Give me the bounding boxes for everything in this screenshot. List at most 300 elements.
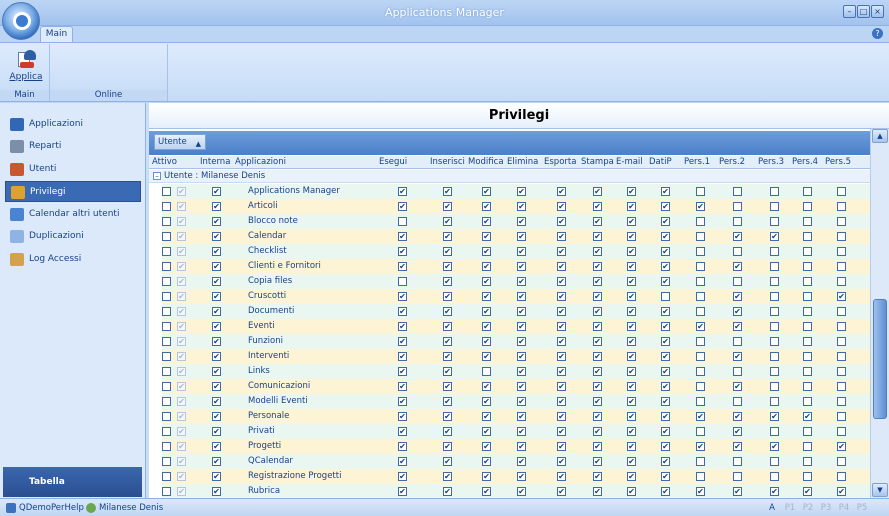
table-row[interactable] xyxy=(162,199,872,214)
privilege-checkbox[interactable] xyxy=(482,367,491,376)
privilege-checkbox[interactable]: ✔ xyxy=(444,307,451,316)
privilege-checkbox[interactable]: ✔ xyxy=(734,487,741,496)
privilege-checkbox[interactable] xyxy=(398,217,407,226)
privilege-checkbox[interactable]: ✔ xyxy=(399,337,406,346)
privilege-checkbox[interactable]: ✔ xyxy=(518,292,525,301)
privilege-checkbox[interactable]: ✔ xyxy=(444,322,451,331)
privilege-checkbox[interactable] xyxy=(770,367,779,376)
privilege-checkbox[interactable]: ✔ xyxy=(399,187,406,196)
privilege-checkbox[interactable]: ✔ xyxy=(213,307,220,316)
privilege-checkbox[interactable] xyxy=(696,352,705,361)
privilege-checkbox[interactable] xyxy=(837,217,846,226)
app-orb-button[interactable] xyxy=(2,2,40,40)
privilege-checkbox[interactable]: ✔ xyxy=(628,202,635,211)
privilege-checkbox[interactable] xyxy=(803,277,812,286)
privilege-checkbox[interactable]: ✔ xyxy=(628,367,635,376)
privilege-checkbox[interactable]: ✔ xyxy=(558,382,565,391)
privilege-checkbox[interactable] xyxy=(733,367,742,376)
privilege-checkbox[interactable]: ✔ xyxy=(483,217,490,226)
privilege-checkbox[interactable]: ✔ xyxy=(518,487,525,496)
table-row[interactable] xyxy=(162,454,872,469)
privilege-checkbox[interactable]: ✔ xyxy=(734,442,741,451)
privilege-checkbox[interactable]: ✔ xyxy=(594,217,601,226)
privilege-checkbox[interactable]: ✔ xyxy=(444,202,451,211)
privilege-checkbox[interactable]: ✔ xyxy=(399,292,406,301)
privilege-checkbox[interactable]: ✔ xyxy=(444,232,451,241)
privilege-checkbox[interactable] xyxy=(696,307,705,316)
table-row[interactable] xyxy=(162,379,872,394)
privilege-checkbox[interactable] xyxy=(162,247,171,256)
privilege-checkbox[interactable]: ✔ xyxy=(399,367,406,376)
privilege-checkbox[interactable]: ✔ xyxy=(662,367,669,376)
privilege-checkbox[interactable] xyxy=(162,382,171,391)
privilege-checkbox[interactable]: ✔ xyxy=(771,487,778,496)
privilege-checkbox[interactable] xyxy=(733,187,742,196)
privilege-checkbox[interactable] xyxy=(770,472,779,481)
privilege-checkbox[interactable]: ✔ xyxy=(662,277,669,286)
privilege-checkbox[interactable] xyxy=(162,292,171,301)
privilege-checkbox[interactable]: ✔ xyxy=(483,487,490,496)
privilege-checkbox[interactable]: ✔ xyxy=(558,277,565,286)
privilege-checkbox[interactable]: ✔ xyxy=(483,427,490,436)
privilege-checkbox[interactable]: ✔ xyxy=(518,187,525,196)
privilege-checkbox[interactable] xyxy=(837,202,846,211)
privilege-checkbox[interactable] xyxy=(770,262,779,271)
privilege-checkbox[interactable]: ✔ xyxy=(399,397,406,406)
privilege-checkbox[interactable]: ✔ xyxy=(628,292,635,301)
table-row[interactable] xyxy=(162,304,872,319)
privilege-checkbox[interactable]: ✔ xyxy=(444,337,451,346)
privilege-checkbox[interactable]: ✔ xyxy=(518,442,525,451)
privilege-checkbox[interactable]: ✔ xyxy=(594,472,601,481)
privilege-checkbox[interactable]: ✔ xyxy=(213,187,220,196)
privilege-checkbox[interactable]: ✔ xyxy=(594,352,601,361)
privilege-checkbox[interactable]: ✔ xyxy=(558,352,565,361)
privilege-checkbox[interactable]: ✔ xyxy=(734,292,741,301)
privilege-checkbox[interactable]: ✔ xyxy=(518,307,525,316)
privilege-checkbox[interactable]: ✔ xyxy=(662,232,669,241)
privilege-checkbox[interactable] xyxy=(770,247,779,256)
privilege-checkbox[interactable] xyxy=(803,352,812,361)
table-row[interactable] xyxy=(162,259,872,274)
table-row[interactable] xyxy=(162,244,872,259)
privilege-checkbox[interactable]: ✔ xyxy=(662,427,669,436)
privilege-checkbox[interactable]: ✔ xyxy=(483,187,490,196)
table-row[interactable] xyxy=(162,289,872,304)
privilege-checkbox[interactable]: ✔ xyxy=(213,232,220,241)
privilege-checkbox[interactable] xyxy=(803,457,812,466)
privilege-checkbox[interactable]: ✔ xyxy=(213,412,220,421)
privilege-checkbox[interactable]: ✔ xyxy=(628,427,635,436)
table-row[interactable] xyxy=(162,424,872,439)
privilege-checkbox[interactable]: ✔ xyxy=(444,457,451,466)
privilege-checkbox[interactable]: ✔ xyxy=(213,247,220,256)
privilege-checkbox[interactable] xyxy=(803,472,812,481)
privilege-checkbox[interactable] xyxy=(162,217,171,226)
privilege-checkbox[interactable]: ✔ xyxy=(734,382,741,391)
privilege-checkbox[interactable] xyxy=(661,292,670,301)
privilege-checkbox[interactable]: ✔ xyxy=(558,397,565,406)
column-header[interactable]: Attivo xyxy=(152,157,177,167)
privilege-checkbox[interactable]: ✔ xyxy=(444,382,451,391)
privilege-checkbox[interactable] xyxy=(770,427,779,436)
sidebar-footer-tabella[interactable]: Tabella xyxy=(3,467,142,497)
privilege-checkbox[interactable] xyxy=(696,232,705,241)
table-row[interactable] xyxy=(162,484,872,498)
privilege-checkbox[interactable] xyxy=(696,337,705,346)
privilege-checkbox[interactable]: ✔ xyxy=(558,187,565,196)
privilege-checkbox[interactable]: ✔ xyxy=(444,487,451,496)
privilege-checkbox[interactable]: ✔ xyxy=(628,472,635,481)
privilege-checkbox[interactable]: ✔ xyxy=(662,412,669,421)
privilege-checkbox[interactable]: ✔ xyxy=(399,232,406,241)
privilege-checkbox[interactable] xyxy=(837,322,846,331)
privilege-checkbox[interactable] xyxy=(770,202,779,211)
privilege-checkbox[interactable] xyxy=(696,457,705,466)
privilege-checkbox[interactable]: ✔ xyxy=(213,367,220,376)
privilege-checkbox[interactable]: ✔ xyxy=(804,412,811,421)
column-header[interactable]: Interna xyxy=(200,157,231,167)
privilege-checkbox[interactable]: ✔ xyxy=(444,247,451,256)
privilege-checkbox[interactable]: ✔ xyxy=(628,217,635,226)
sidebar-item-utenti[interactable] xyxy=(5,159,141,180)
group-row[interactable] xyxy=(149,170,874,183)
privilege-checkbox[interactable]: ✔ xyxy=(594,382,601,391)
privilege-checkbox[interactable]: ✔ xyxy=(399,382,406,391)
privilege-checkbox[interactable]: ✔ xyxy=(628,262,635,271)
privilege-checkbox[interactable]: ✔ xyxy=(662,487,669,496)
privilege-checkbox[interactable] xyxy=(696,427,705,436)
privilege-checkbox[interactable] xyxy=(770,397,779,406)
privilege-checkbox[interactable]: ✔ xyxy=(213,487,220,496)
privilege-checkbox[interactable] xyxy=(837,187,846,196)
privilege-checkbox[interactable]: ✔ xyxy=(518,382,525,391)
privilege-checkbox[interactable]: ✔ xyxy=(444,367,451,376)
privilege-checkbox[interactable]: ✔ xyxy=(628,487,635,496)
privilege-checkbox[interactable]: ✔ xyxy=(399,322,406,331)
privilege-checkbox[interactable]: ✔ xyxy=(558,427,565,436)
privilege-checkbox[interactable]: ✔ xyxy=(444,442,451,451)
privilege-checkbox[interactable]: ✔ xyxy=(662,457,669,466)
privilege-checkbox[interactable]: ✔ xyxy=(628,307,635,316)
privilege-checkbox[interactable]: ✔ xyxy=(771,442,778,451)
privilege-checkbox[interactable]: ✔ xyxy=(483,202,490,211)
privilege-checkbox[interactable]: ✔ xyxy=(483,262,490,271)
privilege-checkbox[interactable]: ✔ xyxy=(444,262,451,271)
sidebar-item-calendar-altri-utenti[interactable] xyxy=(5,204,141,225)
privilege-checkbox[interactable]: ✔ xyxy=(734,322,741,331)
privilege-checkbox[interactable]: ✔ xyxy=(662,307,669,316)
privilege-checkbox[interactable]: ✔ xyxy=(518,217,525,226)
column-header[interactable]: Esegui xyxy=(379,157,408,167)
applica-button[interactable] xyxy=(6,50,46,88)
privilege-checkbox[interactable] xyxy=(162,322,171,331)
privilege-checkbox[interactable]: ✔ xyxy=(483,247,490,256)
privilege-checkbox[interactable] xyxy=(803,337,812,346)
column-header[interactable]: DatiP xyxy=(649,157,672,167)
table-row[interactable] xyxy=(162,364,872,379)
privilege-checkbox[interactable] xyxy=(803,292,812,301)
privilege-checkbox[interactable]: ✔ xyxy=(213,427,220,436)
privilege-checkbox[interactable]: ✔ xyxy=(734,307,741,316)
privilege-checkbox[interactable] xyxy=(733,457,742,466)
privilege-checkbox[interactable] xyxy=(733,217,742,226)
close-button[interactable] xyxy=(871,5,884,18)
privilege-checkbox[interactable] xyxy=(803,202,812,211)
minimize-button[interactable] xyxy=(843,5,856,18)
privilege-checkbox[interactable]: ✔ xyxy=(213,277,220,286)
collapse-icon[interactable]: – xyxy=(153,172,161,180)
privilege-checkbox[interactable]: ✔ xyxy=(594,277,601,286)
privilege-checkbox[interactable]: ✔ xyxy=(662,397,669,406)
privilege-checkbox[interactable] xyxy=(733,472,742,481)
privilege-checkbox[interactable]: ✔ xyxy=(483,397,490,406)
sidebar-item-duplicazioni[interactable] xyxy=(5,226,141,247)
privilege-checkbox[interactable]: ✔ xyxy=(483,472,490,481)
privilege-checkbox[interactable]: ✔ xyxy=(662,472,669,481)
privilege-checkbox[interactable]: ✔ xyxy=(662,382,669,391)
privilege-checkbox[interactable]: ✔ xyxy=(662,337,669,346)
privilege-checkbox[interactable]: ✔ xyxy=(558,307,565,316)
privilege-checkbox[interactable]: ✔ xyxy=(628,187,635,196)
privilege-checkbox[interactable]: ✔ xyxy=(518,322,525,331)
privilege-checkbox[interactable]: ✔ xyxy=(444,352,451,361)
privilege-checkbox[interactable]: ✔ xyxy=(697,202,704,211)
sidebar-item-log-accessi[interactable] xyxy=(5,249,141,270)
privilege-checkbox[interactable]: ✔ xyxy=(594,337,601,346)
privilege-checkbox[interactable] xyxy=(162,187,171,196)
privilege-checkbox[interactable]: ✔ xyxy=(483,322,490,331)
privilege-checkbox[interactable]: ✔ xyxy=(518,247,525,256)
privilege-checkbox[interactable] xyxy=(696,382,705,391)
scroll-thumb[interactable] xyxy=(873,299,887,419)
privilege-checkbox[interactable]: ✔ xyxy=(444,412,451,421)
privilege-checkbox[interactable]: ✔ xyxy=(558,322,565,331)
privilege-checkbox[interactable] xyxy=(803,232,812,241)
privilege-checkbox[interactable] xyxy=(837,262,846,271)
privilege-checkbox[interactable]: ✔ xyxy=(594,322,601,331)
privilege-checkbox[interactable] xyxy=(803,247,812,256)
privilege-checkbox[interactable] xyxy=(733,247,742,256)
privilege-checkbox[interactable] xyxy=(162,487,171,496)
privilege-checkbox[interactable]: ✔ xyxy=(734,262,741,271)
privilege-checkbox[interactable]: ✔ xyxy=(594,487,601,496)
privilege-checkbox[interactable]: ✔ xyxy=(697,412,704,421)
scroll-up-button[interactable] xyxy=(872,129,888,143)
privilege-checkbox[interactable] xyxy=(162,427,171,436)
privilege-checkbox[interactable]: ✔ xyxy=(662,202,669,211)
privilege-checkbox[interactable]: ✔ xyxy=(399,262,406,271)
privilege-checkbox[interactable] xyxy=(696,187,705,196)
table-row[interactable] xyxy=(162,394,872,409)
privilege-checkbox[interactable]: ✔ xyxy=(213,457,220,466)
privilege-checkbox[interactable]: ✔ xyxy=(213,202,220,211)
privilege-checkbox[interactable] xyxy=(733,397,742,406)
privilege-checkbox[interactable] xyxy=(398,277,407,286)
privilege-checkbox[interactable] xyxy=(837,367,846,376)
privilege-checkbox[interactable]: ✔ xyxy=(558,367,565,376)
privilege-checkbox[interactable]: ✔ xyxy=(628,412,635,421)
privilege-checkbox[interactable]: ✔ xyxy=(444,187,451,196)
privilege-checkbox[interactable]: ✔ xyxy=(518,367,525,376)
privilege-checkbox[interactable] xyxy=(162,457,171,466)
table-row[interactable] xyxy=(162,274,872,289)
privilege-checkbox[interactable] xyxy=(803,442,812,451)
privilege-checkbox[interactable]: ✔ xyxy=(518,457,525,466)
privilege-checkbox[interactable]: ✔ xyxy=(734,412,741,421)
privilege-checkbox[interactable] xyxy=(803,307,812,316)
privilege-checkbox[interactable]: ✔ xyxy=(483,292,490,301)
privilege-checkbox[interactable] xyxy=(770,187,779,196)
privilege-checkbox[interactable]: ✔ xyxy=(213,397,220,406)
privilege-checkbox[interactable]: ✔ xyxy=(594,292,601,301)
privilege-checkbox[interactable]: ✔ xyxy=(483,442,490,451)
table-row[interactable] xyxy=(162,319,872,334)
help-icon[interactable]: ? xyxy=(872,28,883,39)
privilege-checkbox[interactable]: ✔ xyxy=(518,277,525,286)
column-header[interactable]: E-mail xyxy=(616,157,643,167)
privilege-checkbox[interactable] xyxy=(837,307,846,316)
privilege-checkbox[interactable] xyxy=(162,367,171,376)
privilege-checkbox[interactable]: ✔ xyxy=(594,367,601,376)
privilege-checkbox[interactable] xyxy=(803,397,812,406)
privilege-checkbox[interactable] xyxy=(696,217,705,226)
privilege-checkbox[interactable] xyxy=(162,337,171,346)
privilege-checkbox[interactable]: ✔ xyxy=(662,352,669,361)
privilege-checkbox[interactable] xyxy=(803,187,812,196)
privilege-checkbox[interactable]: ✔ xyxy=(399,352,406,361)
column-header[interactable]: Modifica xyxy=(468,157,504,167)
privilege-checkbox[interactable]: ✔ xyxy=(399,472,406,481)
privilege-checkbox[interactable] xyxy=(770,337,779,346)
privilege-checkbox[interactable]: ✔ xyxy=(213,262,220,271)
privilege-checkbox[interactable]: ✔ xyxy=(628,277,635,286)
privilege-checkbox[interactable]: ✔ xyxy=(213,382,220,391)
privilege-checkbox[interactable] xyxy=(837,247,846,256)
privilege-checkbox[interactable]: ✔ xyxy=(628,232,635,241)
privilege-checkbox[interactable]: ✔ xyxy=(444,427,451,436)
privilege-checkbox[interactable]: ✔ xyxy=(483,307,490,316)
privilege-checkbox[interactable]: ✔ xyxy=(594,202,601,211)
privilege-checkbox[interactable]: ✔ xyxy=(518,397,525,406)
privilege-checkbox[interactable]: ✔ xyxy=(444,472,451,481)
privilege-checkbox[interactable]: ✔ xyxy=(558,337,565,346)
privilege-checkbox[interactable] xyxy=(803,217,812,226)
privilege-checkbox[interactable]: ✔ xyxy=(771,412,778,421)
privilege-checkbox[interactable]: ✔ xyxy=(444,397,451,406)
column-header[interactable]: Pers.1 xyxy=(684,157,711,167)
privilege-checkbox[interactable]: ✔ xyxy=(483,337,490,346)
column-header[interactable]: Esporta xyxy=(544,157,577,167)
privilege-checkbox[interactable]: ✔ xyxy=(518,262,525,271)
privilege-checkbox[interactable]: ✔ xyxy=(399,487,406,496)
column-header[interactable]: Inserisci xyxy=(430,157,465,167)
privilege-checkbox[interactable]: ✔ xyxy=(444,277,451,286)
privilege-checkbox[interactable]: ✔ xyxy=(399,412,406,421)
privilege-checkbox[interactable]: ✔ xyxy=(213,472,220,481)
column-header[interactable]: Pers.2 xyxy=(719,157,746,167)
privilege-checkbox[interactable]: ✔ xyxy=(594,397,601,406)
privilege-checkbox[interactable]: ✔ xyxy=(628,247,635,256)
privilege-checkbox[interactable]: ✔ xyxy=(399,427,406,436)
privilege-checkbox[interactable] xyxy=(696,247,705,256)
privilege-checkbox[interactable]: ✔ xyxy=(483,277,490,286)
privilege-checkbox[interactable]: ✔ xyxy=(838,442,845,451)
privilege-checkbox[interactable]: ✔ xyxy=(558,442,565,451)
privilege-checkbox[interactable]: ✔ xyxy=(518,472,525,481)
privilege-checkbox[interactable]: ✔ xyxy=(628,322,635,331)
privilege-checkbox[interactable] xyxy=(803,322,812,331)
privilege-checkbox[interactable] xyxy=(837,412,846,421)
privilege-checkbox[interactable] xyxy=(803,367,812,376)
privilege-checkbox[interactable]: ✔ xyxy=(518,202,525,211)
column-header[interactable]: Pers.4 xyxy=(792,157,819,167)
privilege-checkbox[interactable]: ✔ xyxy=(213,292,220,301)
privilege-checkbox[interactable]: ✔ xyxy=(444,292,451,301)
privilege-checkbox[interactable]: ✔ xyxy=(213,442,220,451)
privilege-checkbox[interactable] xyxy=(770,307,779,316)
column-header[interactable]: Applicazioni xyxy=(235,157,286,167)
privilege-checkbox[interactable]: ✔ xyxy=(558,262,565,271)
privilege-checkbox[interactable]: ✔ xyxy=(399,457,406,466)
privilege-checkbox[interactable]: ✔ xyxy=(399,307,406,316)
privilege-checkbox[interactable] xyxy=(770,277,779,286)
privilege-checkbox[interactable] xyxy=(837,457,846,466)
privilege-checkbox[interactable]: ✔ xyxy=(628,457,635,466)
sidebar-item-applicazioni[interactable] xyxy=(5,114,141,135)
privilege-checkbox[interactable]: ✔ xyxy=(697,487,704,496)
privilege-checkbox[interactable]: ✔ xyxy=(483,382,490,391)
privilege-checkbox[interactable]: ✔ xyxy=(662,322,669,331)
sidebar-item-reparti[interactable] xyxy=(5,136,141,157)
privilege-checkbox[interactable] xyxy=(770,322,779,331)
privilege-checkbox[interactable]: ✔ xyxy=(558,232,565,241)
privilege-checkbox[interactable] xyxy=(162,232,171,241)
privilege-checkbox[interactable]: ✔ xyxy=(558,487,565,496)
privilege-checkbox[interactable]: ✔ xyxy=(662,247,669,256)
privilege-checkbox[interactable]: ✔ xyxy=(662,217,669,226)
privilege-checkbox[interactable] xyxy=(837,277,846,286)
table-row[interactable] xyxy=(162,229,872,244)
privilege-checkbox[interactable]: ✔ xyxy=(213,322,220,331)
privilege-checkbox[interactable]: ✔ xyxy=(518,337,525,346)
table-row[interactable] xyxy=(162,334,872,349)
table-row[interactable] xyxy=(162,214,872,229)
privilege-checkbox[interactable] xyxy=(837,352,846,361)
privilege-checkbox[interactable]: ✔ xyxy=(518,352,525,361)
privilege-checkbox[interactable] xyxy=(803,382,812,391)
privilege-checkbox[interactable]: ✔ xyxy=(558,472,565,481)
privilege-checkbox[interactable]: ✔ xyxy=(697,442,704,451)
privilege-checkbox[interactable]: ✔ xyxy=(628,352,635,361)
privilege-checkbox[interactable]: ✔ xyxy=(734,352,741,361)
privilege-checkbox[interactable]: ✔ xyxy=(558,202,565,211)
privilege-checkbox[interactable]: ✔ xyxy=(444,217,451,226)
privilege-checkbox[interactable] xyxy=(162,277,171,286)
privilege-checkbox[interactable]: ✔ xyxy=(558,457,565,466)
privilege-checkbox[interactable]: ✔ xyxy=(804,487,811,496)
privilege-checkbox[interactable]: ✔ xyxy=(594,442,601,451)
column-header[interactable]: Pers.5 xyxy=(825,157,852,167)
privilege-checkbox[interactable]: ✔ xyxy=(594,262,601,271)
column-header[interactable]: Pers.3 xyxy=(758,157,785,167)
privilege-checkbox[interactable] xyxy=(770,382,779,391)
privilege-checkbox[interactable]: ✔ xyxy=(662,442,669,451)
table-row[interactable] xyxy=(162,439,872,454)
privilege-checkbox[interactable] xyxy=(837,427,846,436)
privilege-checkbox[interactable]: ✔ xyxy=(662,187,669,196)
privilege-checkbox[interactable] xyxy=(803,427,812,436)
